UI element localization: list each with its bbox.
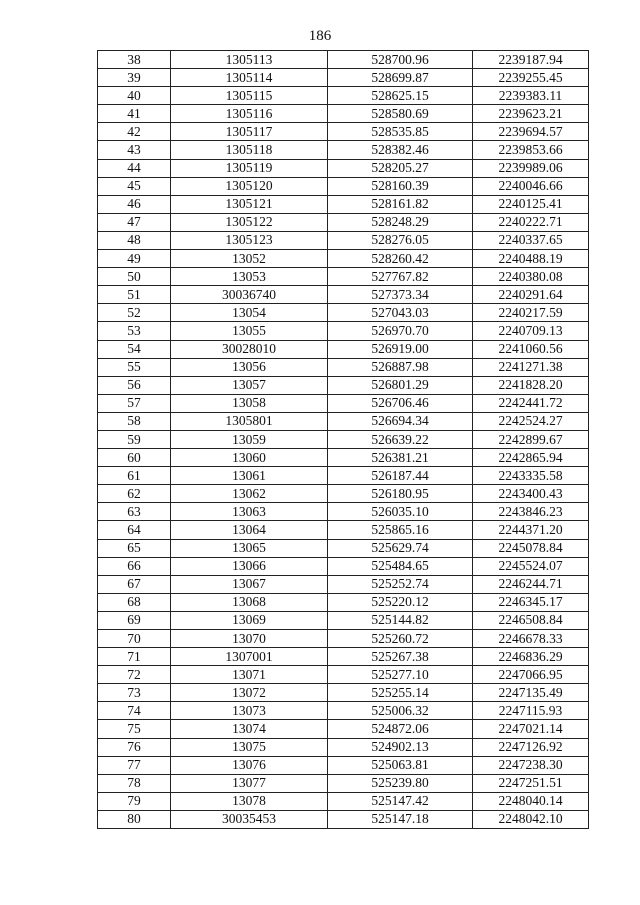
x-coordinate-cell: 525252.74 xyxy=(328,575,473,593)
row-number-cell: 54 xyxy=(98,340,171,358)
table-row xyxy=(98,231,589,249)
y-coordinate-cell: 2239694.57 xyxy=(473,123,589,141)
x-coordinate-cell: 525865.16 xyxy=(328,521,473,539)
point-id-cell: 1305117 xyxy=(171,123,328,141)
table-row xyxy=(98,430,589,448)
table-row xyxy=(98,195,589,213)
point-id-cell: 1305801 xyxy=(171,412,328,430)
y-coordinate-cell: 2245524.07 xyxy=(473,557,589,575)
row-number-cell: 57 xyxy=(98,394,171,412)
point-id-cell: 13072 xyxy=(171,684,328,702)
x-coordinate-cell: 524902.13 xyxy=(328,738,473,756)
y-coordinate-cell: 2242865.94 xyxy=(473,449,589,467)
x-coordinate-cell: 528160.39 xyxy=(328,177,473,195)
y-coordinate-cell: 2246836.29 xyxy=(473,648,589,666)
x-coordinate-cell: 526970.70 xyxy=(328,322,473,340)
point-id-cell: 30035453 xyxy=(171,810,328,828)
row-number-cell: 64 xyxy=(98,521,171,539)
row-number-cell: 80 xyxy=(98,810,171,828)
point-id-cell: 13053 xyxy=(171,268,328,286)
y-coordinate-cell: 2246345.17 xyxy=(473,593,589,611)
x-coordinate-cell: 525239.80 xyxy=(328,774,473,792)
table-row xyxy=(98,503,589,521)
y-coordinate-cell: 2243846.23 xyxy=(473,503,589,521)
y-coordinate-cell: 2241828.20 xyxy=(473,376,589,394)
table-row xyxy=(98,177,589,195)
table-row xyxy=(98,87,589,105)
table-row xyxy=(98,630,589,648)
x-coordinate-cell: 525267.38 xyxy=(328,648,473,666)
row-number-cell: 44 xyxy=(98,159,171,177)
row-number-cell: 59 xyxy=(98,430,171,448)
table-row xyxy=(98,738,589,756)
table-row xyxy=(98,792,589,810)
point-id-cell: 1305116 xyxy=(171,105,328,123)
table-row xyxy=(98,720,589,738)
row-number-cell: 67 xyxy=(98,575,171,593)
y-coordinate-cell: 2239853.66 xyxy=(473,141,589,159)
row-number-cell: 72 xyxy=(98,666,171,684)
y-coordinate-cell: 2243335.58 xyxy=(473,467,589,485)
x-coordinate-cell: 525006.32 xyxy=(328,702,473,720)
row-number-cell: 42 xyxy=(98,123,171,141)
table-row xyxy=(98,593,589,611)
y-coordinate-cell: 2240291.64 xyxy=(473,286,589,304)
point-id-cell: 13055 xyxy=(171,322,328,340)
point-id-cell: 13054 xyxy=(171,304,328,322)
x-coordinate-cell: 527767.82 xyxy=(328,268,473,286)
y-coordinate-cell: 2240125.41 xyxy=(473,195,589,213)
point-id-cell: 13066 xyxy=(171,557,328,575)
table-row xyxy=(98,412,589,430)
point-id-cell: 1307001 xyxy=(171,648,328,666)
point-id-cell: 13074 xyxy=(171,720,328,738)
row-number-cell: 65 xyxy=(98,539,171,557)
table-row xyxy=(98,123,589,141)
point-id-cell: 13063 xyxy=(171,503,328,521)
x-coordinate-cell: 528161.82 xyxy=(328,195,473,213)
point-id-cell: 1305115 xyxy=(171,87,328,105)
y-coordinate-cell: 2247066.95 xyxy=(473,666,589,684)
x-coordinate-cell: 526639.22 xyxy=(328,430,473,448)
x-coordinate-cell: 528205.27 xyxy=(328,159,473,177)
y-coordinate-cell: 2239623.21 xyxy=(473,105,589,123)
y-coordinate-cell: 2240488.19 xyxy=(473,250,589,268)
y-coordinate-cell: 2242899.67 xyxy=(473,430,589,448)
x-coordinate-cell: 525277.10 xyxy=(328,666,473,684)
y-coordinate-cell: 2239989.06 xyxy=(473,159,589,177)
table-row xyxy=(98,702,589,720)
y-coordinate-cell: 2247135.49 xyxy=(473,684,589,702)
x-coordinate-cell: 526706.46 xyxy=(328,394,473,412)
row-number-cell: 66 xyxy=(98,557,171,575)
y-coordinate-cell: 2247251.51 xyxy=(473,774,589,792)
point-id-cell: 13067 xyxy=(171,575,328,593)
row-number-cell: 40 xyxy=(98,87,171,105)
x-coordinate-cell: 526180.95 xyxy=(328,485,473,503)
y-coordinate-cell: 2240046.66 xyxy=(473,177,589,195)
row-number-cell: 73 xyxy=(98,684,171,702)
x-coordinate-cell: 527373.34 xyxy=(328,286,473,304)
table-row xyxy=(98,250,589,268)
row-number-cell: 78 xyxy=(98,774,171,792)
table-row xyxy=(98,304,589,322)
point-id-cell: 1305123 xyxy=(171,231,328,249)
point-id-cell: 13076 xyxy=(171,756,328,774)
table-row xyxy=(98,575,589,593)
table-row xyxy=(98,611,589,629)
point-id-cell: 13071 xyxy=(171,666,328,684)
table-row xyxy=(98,105,589,123)
x-coordinate-cell: 525255.14 xyxy=(328,684,473,702)
x-coordinate-cell: 528580.69 xyxy=(328,105,473,123)
table-row xyxy=(98,213,589,231)
point-id-cell: 1305118 xyxy=(171,141,328,159)
y-coordinate-cell: 2246678.33 xyxy=(473,630,589,648)
point-id-cell: 1305122 xyxy=(171,213,328,231)
row-number-cell: 68 xyxy=(98,593,171,611)
point-id-cell: 13058 xyxy=(171,394,328,412)
y-coordinate-cell: 2239383.11 xyxy=(473,87,589,105)
row-number-cell: 63 xyxy=(98,503,171,521)
point-id-cell: 13057 xyxy=(171,376,328,394)
row-number-cell: 71 xyxy=(98,648,171,666)
x-coordinate-cell: 527043.03 xyxy=(328,304,473,322)
x-coordinate-cell: 528700.96 xyxy=(328,51,473,69)
x-coordinate-cell: 526035.10 xyxy=(328,503,473,521)
table-row xyxy=(98,684,589,702)
row-number-cell: 38 xyxy=(98,51,171,69)
table-row xyxy=(98,358,589,376)
row-number-cell: 52 xyxy=(98,304,171,322)
point-id-cell: 13052 xyxy=(171,250,328,268)
y-coordinate-cell: 2247115.93 xyxy=(473,702,589,720)
point-id-cell: 13064 xyxy=(171,521,328,539)
point-id-cell: 13065 xyxy=(171,539,328,557)
y-coordinate-cell: 2245078.84 xyxy=(473,539,589,557)
row-number-cell: 45 xyxy=(98,177,171,195)
point-id-cell: 30028010 xyxy=(171,340,328,358)
row-number-cell: 47 xyxy=(98,213,171,231)
table-row xyxy=(98,467,589,485)
table-row xyxy=(98,774,589,792)
table-row xyxy=(98,756,589,774)
row-number-cell: 49 xyxy=(98,250,171,268)
row-number-cell: 41 xyxy=(98,105,171,123)
x-coordinate-cell: 526887.98 xyxy=(328,358,473,376)
point-id-cell: 13069 xyxy=(171,611,328,629)
x-coordinate-cell: 526187.44 xyxy=(328,467,473,485)
point-id-cell: 13059 xyxy=(171,430,328,448)
table-row xyxy=(98,449,589,467)
x-coordinate-cell: 528699.87 xyxy=(328,69,473,87)
y-coordinate-cell: 2240337.65 xyxy=(473,231,589,249)
table-row xyxy=(98,485,589,503)
y-coordinate-cell: 2248040.14 xyxy=(473,792,589,810)
y-coordinate-cell: 2244371.20 xyxy=(473,521,589,539)
row-number-cell: 70 xyxy=(98,630,171,648)
table-row xyxy=(98,810,589,828)
row-number-cell: 50 xyxy=(98,268,171,286)
page-number: 186 xyxy=(308,28,332,44)
row-number-cell: 48 xyxy=(98,231,171,249)
point-id-cell: 13060 xyxy=(171,449,328,467)
table-row xyxy=(98,376,589,394)
x-coordinate-cell: 525063.81 xyxy=(328,756,473,774)
row-number-cell: 58 xyxy=(98,412,171,430)
x-coordinate-cell: 526381.21 xyxy=(328,449,473,467)
x-coordinate-cell: 525147.18 xyxy=(328,810,473,828)
table-row xyxy=(98,69,589,87)
row-number-cell: 60 xyxy=(98,449,171,467)
table-row xyxy=(98,322,589,340)
x-coordinate-cell: 525144.82 xyxy=(328,611,473,629)
row-number-cell: 76 xyxy=(98,738,171,756)
y-coordinate-cell: 2241271.38 xyxy=(473,358,589,376)
table-row xyxy=(98,539,589,557)
row-number-cell: 56 xyxy=(98,376,171,394)
point-id-cell: 13056 xyxy=(171,358,328,376)
table-body xyxy=(98,51,589,829)
point-id-cell: 1305120 xyxy=(171,177,328,195)
x-coordinate-cell: 524872.06 xyxy=(328,720,473,738)
x-coordinate-cell: 528276.05 xyxy=(328,231,473,249)
x-coordinate-cell: 526694.34 xyxy=(328,412,473,430)
y-coordinate-cell: 2240222.71 xyxy=(473,213,589,231)
point-id-cell: 30036740 xyxy=(171,286,328,304)
point-id-cell: 13073 xyxy=(171,702,328,720)
row-number-cell: 53 xyxy=(98,322,171,340)
table-row xyxy=(98,648,589,666)
row-number-cell: 46 xyxy=(98,195,171,213)
row-number-cell: 43 xyxy=(98,141,171,159)
point-id-cell: 13061 xyxy=(171,467,328,485)
point-id-cell: 13062 xyxy=(171,485,328,503)
x-coordinate-cell: 528382.46 xyxy=(328,141,473,159)
x-coordinate-cell: 525629.74 xyxy=(328,539,473,557)
table-row xyxy=(98,159,589,177)
point-id-cell: 1305114 xyxy=(171,69,328,87)
x-coordinate-cell: 528260.42 xyxy=(328,250,473,268)
y-coordinate-cell: 2239255.45 xyxy=(473,69,589,87)
row-number-cell: 61 xyxy=(98,467,171,485)
point-id-cell: 13075 xyxy=(171,738,328,756)
point-id-cell: 13078 xyxy=(171,792,328,810)
x-coordinate-cell: 526919.00 xyxy=(328,340,473,358)
table-row xyxy=(98,141,589,159)
row-number-cell: 62 xyxy=(98,485,171,503)
x-coordinate-cell: 525260.72 xyxy=(328,630,473,648)
x-coordinate-cell: 525484.65 xyxy=(328,557,473,575)
x-coordinate-cell: 526801.29 xyxy=(328,376,473,394)
y-coordinate-cell: 2243400.43 xyxy=(473,485,589,503)
y-coordinate-cell: 2242441.72 xyxy=(473,394,589,412)
y-coordinate-cell: 2240709.13 xyxy=(473,322,589,340)
y-coordinate-cell: 2240380.08 xyxy=(473,268,589,286)
coordinates-table xyxy=(97,50,589,829)
x-coordinate-cell: 525220.12 xyxy=(328,593,473,611)
y-coordinate-cell: 2239187.94 xyxy=(473,51,589,69)
table-row xyxy=(98,268,589,286)
table-row xyxy=(98,557,589,575)
row-number-cell: 74 xyxy=(98,702,171,720)
point-id-cell: 1305113 xyxy=(171,51,328,69)
y-coordinate-cell: 2247021.14 xyxy=(473,720,589,738)
y-coordinate-cell: 2246244.71 xyxy=(473,575,589,593)
point-id-cell: 13068 xyxy=(171,593,328,611)
point-id-cell: 13077 xyxy=(171,774,328,792)
y-coordinate-cell: 2247126.92 xyxy=(473,738,589,756)
y-coordinate-cell: 2240217.59 xyxy=(473,304,589,322)
table-row xyxy=(98,521,589,539)
x-coordinate-cell: 528248.29 xyxy=(328,213,473,231)
table-row xyxy=(98,666,589,684)
x-coordinate-cell: 528535.85 xyxy=(328,123,473,141)
y-coordinate-cell: 2242524.27 xyxy=(473,412,589,430)
y-coordinate-cell: 2248042.10 xyxy=(473,810,589,828)
y-coordinate-cell: 2241060.56 xyxy=(473,340,589,358)
point-id-cell: 1305121 xyxy=(171,195,328,213)
x-coordinate-cell: 528625.15 xyxy=(328,87,473,105)
y-coordinate-cell: 2247238.30 xyxy=(473,756,589,774)
row-number-cell: 39 xyxy=(98,69,171,87)
point-id-cell: 1305119 xyxy=(171,159,328,177)
row-number-cell: 51 xyxy=(98,286,171,304)
table-row xyxy=(98,51,589,69)
row-number-cell: 77 xyxy=(98,756,171,774)
row-number-cell: 79 xyxy=(98,792,171,810)
point-id-cell: 13070 xyxy=(171,630,328,648)
table-row xyxy=(98,340,589,358)
row-number-cell: 55 xyxy=(98,358,171,376)
table-row xyxy=(98,286,589,304)
y-coordinate-cell: 2246508.84 xyxy=(473,611,589,629)
row-number-cell: 75 xyxy=(98,720,171,738)
x-coordinate-cell: 525147.42 xyxy=(328,792,473,810)
row-number-cell: 69 xyxy=(98,611,171,629)
table-row xyxy=(98,394,589,412)
